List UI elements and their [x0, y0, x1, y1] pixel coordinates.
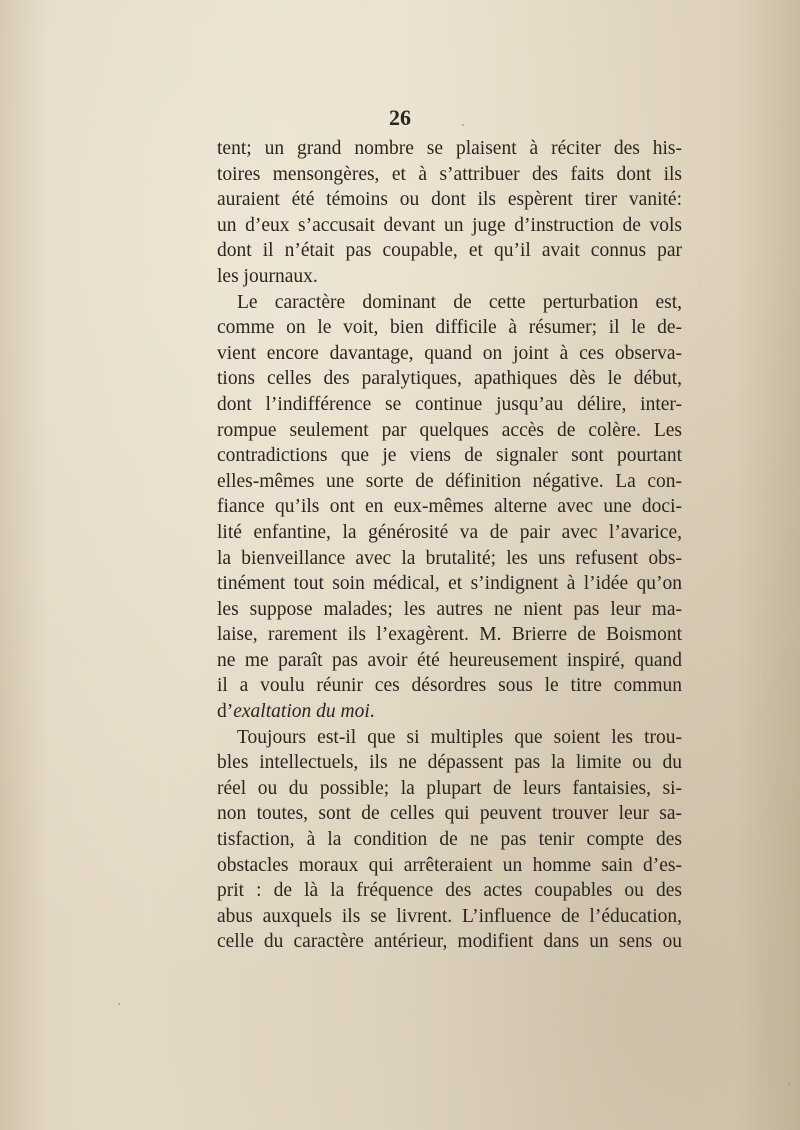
text-line: tinément tout soin médical, et s’indignent à l’idée qu’on — [217, 573, 682, 595]
paper-speck — [462, 124, 464, 126]
body-text — [217, 136, 682, 955]
text-line: abus auxquels ils se livrent. L’influence de l’éducation, — [217, 905, 682, 927]
text-line: non toutes, sont de celles qui peuvent trouver leur sa- — [217, 803, 682, 825]
text-line: la bienveillance avec la brutalité; les uns refusent obs- — [217, 547, 682, 569]
text-line: lité enfantine, la générosité va de pair avec l’avarice, — [217, 521, 682, 543]
text-line: tions celles des paralytiques, apathiques dès le début, — [217, 368, 682, 390]
text-line: comme on le voit, bien difficile à résumer; il le de- — [217, 317, 682, 339]
text-line: obstacles moraux qui arrêteraient un homme sain d’es- — [217, 854, 682, 876]
text-line: celle du caractère antérieur, modifient dans un sens ou — [217, 931, 682, 953]
page-number: 26 — [389, 105, 411, 130]
text-line: tent; un grand nombre se plaisent à réciter des his- — [217, 138, 682, 159]
text-line: dont il n’était pas coupable, et qu’il avait connus par — [217, 240, 682, 262]
text-line: tisfaction, à la condition de ne pas tenir compte des — [217, 829, 682, 851]
text-line: elles-mêmes une sorte de définition négative. La con- — [217, 470, 682, 492]
text-line: les suppose malades; les autres ne nient pas leur ma- — [217, 598, 682, 620]
text-line: Toujours est-il que si multiples que soient les trou- — [237, 726, 682, 748]
text-line: Le caractère dominant de cette perturbation est, — [237, 291, 682, 313]
text-line: laise, rarement ils l’exagèrent. M. Brierre de Boismont — [217, 624, 682, 646]
paper-speck — [788, 1083, 790, 1085]
text-line — [217, 699, 682, 725]
text-line: rompue seulement par quelques accès de colère. Les — [217, 419, 682, 441]
text-line-suffix: . — [369, 701, 375, 723]
text-line-prefix: d’ — [217, 701, 234, 723]
text-line: auraient été témoins ou dont ils espèrent tirer vanité: — [217, 189, 682, 211]
text-line: contradictions que je viens de signaler sont pourtant — [217, 445, 682, 467]
text-line: toires mensongères, et à s’attribuer des faits dont ils — [217, 163, 682, 185]
text-line: il a voulu réunir ces désordres sous le titre commun — [217, 675, 682, 697]
text-line: bles intellectuels, ils ne dépassent pas la limite ou du — [217, 752, 682, 774]
text-line: fiance qu’ils ont en eux-mêmes alterne avec une doci- — [217, 496, 682, 518]
text-line: prit : de là la fréquence des actes coupables ou des — [217, 880, 682, 902]
text-line: un d’eux s’accusait devant un juge d’instruction de vols — [217, 214, 682, 236]
text-line: vient encore davantage, quand on joint à ces observa- — [217, 342, 682, 364]
text-line: ne me paraît pas avoir été heureusement inspiré, quand — [217, 649, 682, 671]
text-line: réel ou du possible; la plupart de leurs fantaisies, si- — [217, 777, 682, 799]
paper-speck — [118, 1003, 120, 1005]
text-line: dont l’indifférence se continue jusqu’au délire, inter- — [217, 393, 682, 415]
text-line: les journaux. — [217, 265, 318, 287]
italic-phrase: exaltation du moi — [233, 701, 370, 723]
